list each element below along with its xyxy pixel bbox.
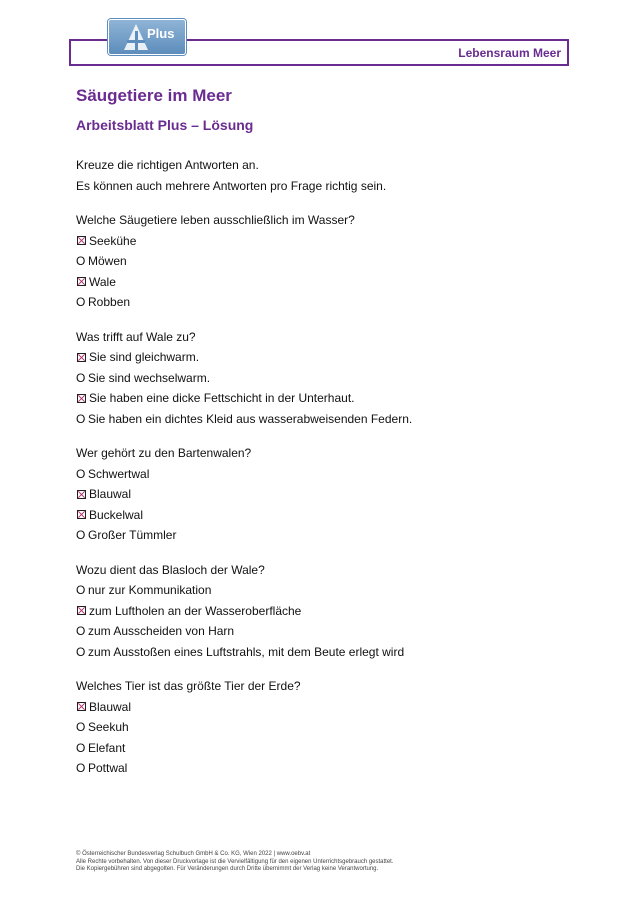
unchecked-circle-marker[interactable]: O (76, 720, 86, 734)
answer-option[interactable] (76, 642, 576, 663)
answer-option[interactable] (76, 580, 576, 601)
answer-option[interactable] (76, 409, 576, 430)
unchecked-circle-marker[interactable]: O (76, 624, 86, 638)
question-block (76, 560, 576, 663)
answer-label: Wale (89, 274, 116, 289)
answer-label: Seekühe (89, 233, 137, 248)
unchecked-circle-marker[interactable]: O (76, 583, 86, 597)
instructions (76, 155, 576, 196)
unchecked-circle-marker[interactable]: O (76, 295, 86, 309)
answer-label: Schwertwal (88, 466, 150, 481)
worksheet-content (76, 155, 576, 779)
checked-box-icon[interactable] (77, 236, 86, 245)
checked-box-icon[interactable] (77, 606, 86, 615)
answer-option[interactable] (76, 697, 576, 718)
instruction-line: Es können auch mehrere Antworten pro Frage richtig sein. (76, 178, 387, 193)
answer-label: Sie haben eine dicke Fettschicht in der Unterhaut. (89, 391, 355, 405)
question-block (76, 443, 576, 546)
answer-label: nur zur Kommunikation (88, 583, 212, 597)
footer (76, 851, 576, 874)
answer-option[interactable] (76, 621, 576, 642)
answer-option[interactable] (76, 525, 576, 546)
question-text: Welche Säugetiere leben ausschließlich im Wasser? (76, 213, 355, 227)
answer-label: Möwen (88, 254, 127, 268)
answer-option[interactable] (76, 292, 576, 313)
question-text: Welches Tier ist das größte Tier der Erde? (76, 679, 301, 693)
question-block (76, 327, 576, 430)
checked-box-icon[interactable] (77, 394, 86, 403)
logo-text: Plus (147, 26, 175, 41)
answer-option[interactable] (76, 231, 576, 252)
answer-option[interactable] (76, 601, 576, 622)
answer-label: Buckelwal (89, 507, 144, 522)
answer-label: Pottwal (88, 761, 128, 775)
answer-label: Sie sind gleichwarm. (89, 350, 200, 364)
instruction-line: Kreuze die richtigen Antworten an. (76, 158, 259, 172)
answer-option[interactable] (76, 464, 576, 485)
answer-option[interactable] (76, 505, 576, 526)
unchecked-circle-marker[interactable]: O (76, 740, 86, 755)
section-title: Lebensraum Meer (458, 46, 561, 60)
unchecked-circle-marker[interactable]: O (76, 254, 86, 268)
answer-option[interactable] (76, 717, 576, 738)
unchecked-circle-marker[interactable]: O (76, 761, 86, 775)
checked-box-icon[interactable] (77, 353, 86, 362)
answer-option[interactable] (76, 758, 576, 779)
checked-box-icon[interactable] (77, 510, 86, 519)
answer-label: Blauwal (89, 487, 132, 501)
unchecked-circle-marker[interactable]: O (76, 528, 86, 542)
answer-label: zum Luftholen an der Wasseroberfläche (89, 603, 302, 618)
answer-label: Sie haben ein dichtes Kleid aus wasserabweisenden Federn. (88, 411, 413, 426)
question-text: Was trifft auf Wale zu? (76, 329, 196, 344)
answer-label: zum Ausscheiden von Harn (88, 624, 235, 638)
question-text: Wer gehört zu den Bartenwalen? (76, 446, 252, 460)
answer-option[interactable] (76, 272, 576, 293)
answer-option[interactable] (76, 484, 576, 505)
answer-option[interactable] (76, 251, 576, 272)
footer-rights: Alle Rechte vorbehalten. Von dieser Druckvorlage ist die Vervielfältigung für den eigenen Unterrichtsgebrauch gestattet. (76, 858, 394, 865)
checked-box-icon[interactable] (77, 277, 86, 286)
unchecked-circle-marker[interactable]: O (76, 466, 86, 481)
triangle-logo-icon (123, 23, 149, 51)
footer-fees: Die Kopiergebühren sind abgegolten. Für Veränderungen durch Dritte übernimmt der Verlag keine Verantwortung. (76, 866, 379, 872)
question-block (76, 210, 576, 313)
answer-label: Blauwal (89, 699, 132, 714)
unchecked-circle-marker[interactable]: O (76, 644, 86, 659)
question-text: Wozu dient das Blasloch der Wale? (76, 562, 265, 577)
answer-label: zum Ausstoßen eines Luftstrahls, mit dem Beute erlegt wird (88, 644, 405, 659)
question-list (76, 210, 576, 779)
answer-option[interactable] (76, 738, 576, 759)
answer-label: Robben (88, 295, 131, 309)
answer-label: Elefant (88, 740, 126, 755)
question-block (76, 676, 576, 779)
answer-option[interactable] (76, 347, 576, 368)
checked-box-icon[interactable] (77, 490, 86, 499)
answer-label: Seekuh (88, 720, 129, 734)
page-subtitle: Arbeitsblatt Plus – Lösung (76, 117, 254, 133)
answer-option[interactable] (76, 368, 576, 389)
footer-copyright: © Österreichischer Bundesverlag Schulbuch GmbH & Co. KG, Wien 2022 | www.oebv.at (76, 851, 311, 857)
unchecked-circle-marker[interactable]: O (76, 411, 86, 426)
unchecked-circle-marker[interactable]: O (76, 370, 86, 385)
answer-label: Großer Tümmler (88, 528, 177, 542)
answer-label: Sie sind wechselwarm. (88, 370, 211, 385)
plus-logo (108, 19, 186, 55)
answer-option[interactable] (76, 388, 576, 409)
checked-box-icon[interactable] (77, 702, 86, 711)
page-title: Säugetiere im Meer (76, 86, 232, 105)
